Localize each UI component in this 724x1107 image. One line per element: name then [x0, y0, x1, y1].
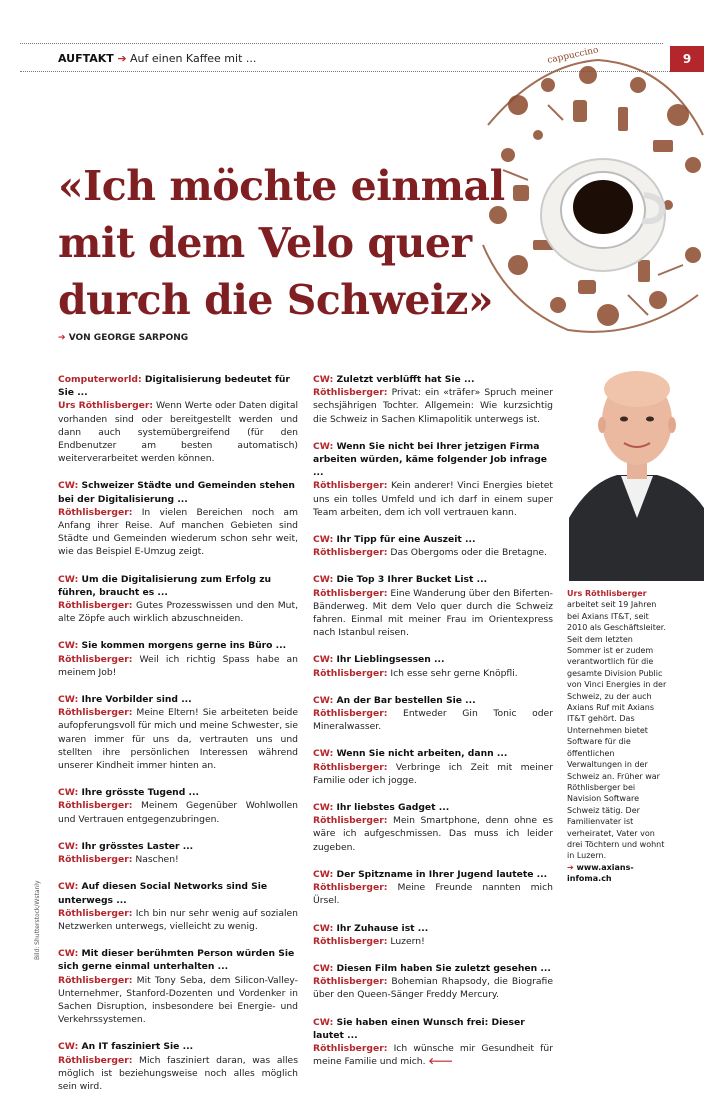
qa-item [58, 880, 298, 933]
answer-label: Röthlisberger: [313, 882, 388, 894]
byline-text: VON GEORGE SARPONG [68, 333, 189, 343]
question-label: CW: [58, 948, 79, 960]
question-text: Ihr liebstes Gadget ... [333, 802, 450, 814]
qa-item [313, 373, 553, 426]
answer-text: Meine Freunde nannten mich Ürsel. [313, 882, 553, 907]
question-label: CW: [58, 480, 79, 492]
answer-label: Röthlisberger: [58, 800, 133, 812]
qa-item [58, 947, 298, 1026]
question-text: Auf diesen Social Networks sind Sie unterwegs ... [58, 881, 268, 906]
answer-label: Röthlisberger: [58, 974, 133, 986]
question-label: CW: [58, 640, 79, 652]
answer-label: Röthlisberger: [313, 935, 388, 947]
qa-item [313, 1016, 553, 1069]
question-label: CW: [58, 573, 79, 585]
qa-item [58, 840, 298, 866]
caption-text: arbeitet seit 19 Jahren bei Axians IT&T, seit 2010 als Geschäftsleiter. Seit dem letzten Sommer ist er zudem verantwortlich für die gesamte Division Public von Vinci Energies in der Schweiz, zu der auch Axians Ruf mit Axians IT&T gehört. Das Unternehmen bietet Software für die öffentlichen Verwaltungen in der Schweiz an. Früher war Röthlisberger bei Navision Software Schweiz tätig. Der Familienvater ist verheiratet, Vater von drei Töchtern und wohnt in Luzern. [567, 600, 667, 861]
answer-text: Entweder Gin Tonic oder Mineralwasser. [313, 708, 553, 733]
answer-text: Meine Eltern! Sie arbeiteten beide aufopferungsvoll für mich und meine Schwester, sie waren immer für uns da, vertrauten uns und stellten ihre persönlichen Interessen während unserer Kindheit immer hinten an. [58, 707, 298, 772]
answer-label: Röthlisberger: [313, 547, 388, 559]
photo-caption [567, 588, 667, 885]
question-label: CW: [58, 1041, 79, 1053]
question-text: Wenn Sie nicht bei Ihrer jetzigen Firma arbeiten würden, käme folgender Job infrage ... [313, 440, 548, 479]
article-headline [58, 158, 578, 329]
qa-item [313, 747, 553, 787]
question-text: Ihre Vorbilder sind ... [78, 694, 192, 706]
headline-line-3: durch die Schweiz» [58, 276, 493, 324]
answer-text: Privat: ein «träfer» Spruch meiner sechsjährigen Tochter. Allgemein: Wie kurzsichtig die Schweiz in Sachen Klimapolitik unterwegs ist. [313, 387, 553, 425]
question-label: CW: [313, 922, 334, 934]
page-number: 9 [670, 46, 704, 72]
caption-link[interactable] [567, 863, 634, 883]
caption-name: Urs Röthlisberger [567, 589, 647, 598]
cappuccino-label: cappuccino [546, 45, 600, 66]
section-subtitle: Auf einen Kaffee mit ... [130, 52, 257, 65]
qa-item [313, 962, 553, 1002]
answer-label: Röthlisberger: [313, 387, 388, 399]
question-label: CW: [313, 534, 334, 546]
answer-label: Röthlisberger: [58, 707, 133, 719]
section-title: AUFTAKT [58, 52, 114, 65]
question-label: CW: [58, 840, 79, 852]
answer-label: Röthlisberger: [313, 667, 388, 679]
question-text: Sie haben einen Wunsch frei: Dieser lautet ... [313, 1016, 525, 1041]
question-label: CW: [58, 787, 79, 799]
answer-label: Röthlisberger: [58, 653, 133, 665]
question-text: Digitalisierung bedeutet für Sie ... [58, 374, 290, 399]
question-label: CW: [313, 802, 334, 814]
answer-label: Röthlisberger: [58, 1054, 133, 1066]
question-label: Computerworld: [58, 374, 142, 385]
qa-item [313, 922, 553, 948]
arrow-right-icon: ➔ [58, 333, 66, 343]
answer-label: Röthlisberger: [313, 587, 388, 599]
photo-credit: Bild: Shutterstock/Wstanly [34, 880, 41, 960]
qa-item [313, 801, 553, 854]
question-label: CW: [313, 868, 334, 880]
answer-text: Mich fasziniert daran, was alles möglich ist beziehungsweise noch alles möglich sein wird. [58, 1054, 298, 1092]
qa-item [58, 639, 298, 679]
question-text: Die Top 3 Ihrer Bucket List ... [333, 574, 488, 586]
answer-label: Röthlisberger: [313, 1042, 388, 1054]
qa-item [313, 653, 553, 679]
answer-text: Ich bin nur sehr wenig auf sozialen Netzwerken unterwegs, vielleicht zu wenig. [58, 907, 298, 932]
answer-text: Eine Wanderung über den Biferten-Bänderweg. Mit dem Velo quer durch die Schweiz fahren. Einmal mit meiner Frau im Orientexpress nach Istanbul reisen. [313, 587, 553, 639]
question-text: Der Spitzname in Ihrer Jugend lautete ... [333, 868, 548, 880]
answer-text: Ich wünsche mir Gesundheit für meine Familie und mich. [313, 1042, 553, 1068]
qa-item [313, 440, 553, 519]
answer-label: Röthlisberger: [313, 761, 388, 773]
question-text: Sie kommen morgens gerne ins Büro ... [78, 640, 287, 652]
qa-item [58, 573, 298, 626]
qa-item [313, 533, 553, 559]
headline-line-2: mit dem Velo quer [58, 219, 472, 267]
question-text: Ihr Zuhause ist ... [333, 922, 429, 934]
question-label: CW: [313, 374, 334, 385]
answer-text: Kein anderer! Vinci Energies bietet uns ein tolles Umfeld und ich darf in einem super Team arbeiten, dem ich voll vertrauen kann. [313, 480, 553, 518]
question-text: An der Bar bestellen Sie ... [333, 694, 476, 706]
answer-text: Naschen! [132, 854, 179, 866]
question-label: CW: [313, 574, 334, 586]
question-text: Zuletzt verblüfft hat Sie ... [333, 374, 475, 385]
question-label: CW: [313, 962, 334, 974]
qa-item [58, 479, 298, 558]
answer-text: Mit Tony Seba, dem Silicon-Valley-Unternehmer, Stanford-Dozenten und Vordenker in Sachen Disruption, insbesondere bei Energie- und Verkehrssystemen. [58, 974, 298, 1026]
answer-text: Weil ich richtig Spass habe an meinem Job! [58, 653, 298, 678]
qa-item [313, 573, 553, 639]
arrow-right-icon: ➔ [117, 52, 127, 65]
question-text: Um die Digitalisierung zum Erfolg zu führen, braucht es ... [58, 573, 272, 598]
arrow-right-icon: ➔ [567, 862, 574, 872]
question-label: CW: [313, 694, 334, 706]
qa-item [58, 1040, 298, 1093]
answer-label: Röthlisberger: [58, 854, 133, 866]
question-text: Diesen Film haben Sie zuletzt gesehen ... [333, 962, 551, 974]
question-text: Wenn Sie nicht arbeiten, dann ... [333, 748, 508, 760]
answer-label: Röthlisberger: [313, 976, 388, 988]
question-label: CW: [313, 748, 334, 760]
answer-text: Verbringe ich Zeit mit meiner Familie oder ich jogge. [313, 761, 553, 786]
qa-item [313, 694, 553, 734]
answer-label: Röthlisberger: [58, 907, 133, 919]
caption-url[interactable]: www.axians-infoma.ch [567, 862, 634, 884]
question-label: CW: [313, 1016, 334, 1028]
qa-item [58, 693, 298, 772]
interview-column-2 [313, 373, 553, 1082]
top-rule [20, 43, 663, 44]
answer-text: Ich esse sehr gerne Knöpfli. [387, 667, 518, 679]
question-label: CW: [313, 440, 334, 452]
qa-item [313, 868, 553, 908]
answer-label: Röthlisberger: [58, 600, 133, 612]
headline-line-1: «Ich möchte einmal [58, 162, 505, 210]
answer-text: Gutes Prozesswissen und den Mut, alte Zöpfe auch wirklich abzuschneiden. [58, 600, 298, 625]
question-label: CW: [58, 881, 79, 893]
end-mark-icon: 🡐 [428, 1056, 454, 1068]
question-text: Mit dieser berühmten Person würden Sie sich gerne einmal unterhalten ... [58, 948, 295, 973]
answer-label: Röthlisberger: [313, 480, 388, 492]
answer-text: Mein Smartphone, denn ohne es wäre ich aufgeschmissen. Das muss ich leider zugeben. [313, 815, 553, 853]
answer-text: Das Obergoms oder die Bretagne. [387, 547, 547, 559]
qa-item [58, 786, 298, 826]
answer-label: Urs Röthlisberger: [58, 400, 154, 412]
question-label: CW: [58, 694, 79, 706]
answer-text: Luzern! [387, 935, 425, 947]
portrait-photo [569, 343, 704, 581]
answer-label: Röthlisberger: [313, 708, 388, 720]
answer-text: Bohemian Rhapsody, die Biografie über den Queen-Sänger Freddy Mercury. [313, 976, 553, 1001]
qa-item [58, 373, 298, 465]
question-text: Schweizer Städte und Gemeinden stehen bei der Digitalisierung ... [58, 480, 295, 505]
question-text: Ihre grösste Tugend ... [78, 787, 199, 799]
question-text: Ihr grösstes Laster ... [78, 840, 194, 852]
question-text: Ihr Tipp für eine Auszeit ... [333, 534, 476, 546]
answer-text: Wenn Werte oder Daten digital vorhanden sind oder bereitgestellt werden und dann auch systemübergreifend (für den Endbenutzer am besten automatisch) weiterverarbeitet werden können. [58, 400, 299, 465]
answer-text: Meinem Gegenüber Wohlwollen und Vertrauen entgegenzubringen. [58, 800, 298, 825]
answer-text: In vielen Bereichen noch am Anfang ihrer Reise. Auf manchen Gebieten sind Städte und Gemeinden wiederum schon sehr weit, wie das Beispiel E-Umzug zeigt. [58, 506, 298, 558]
question-label: CW: [313, 654, 334, 666]
section-header [58, 52, 256, 65]
byline [58, 333, 188, 343]
interview-column-1 [58, 373, 298, 1107]
answer-label: Röthlisberger: [313, 815, 388, 827]
answer-label: Röthlisberger: [58, 506, 133, 518]
question-text: An IT fasziniert Sie ... [78, 1041, 194, 1053]
question-text: Ihr Lieblingsessen ... [333, 654, 445, 666]
